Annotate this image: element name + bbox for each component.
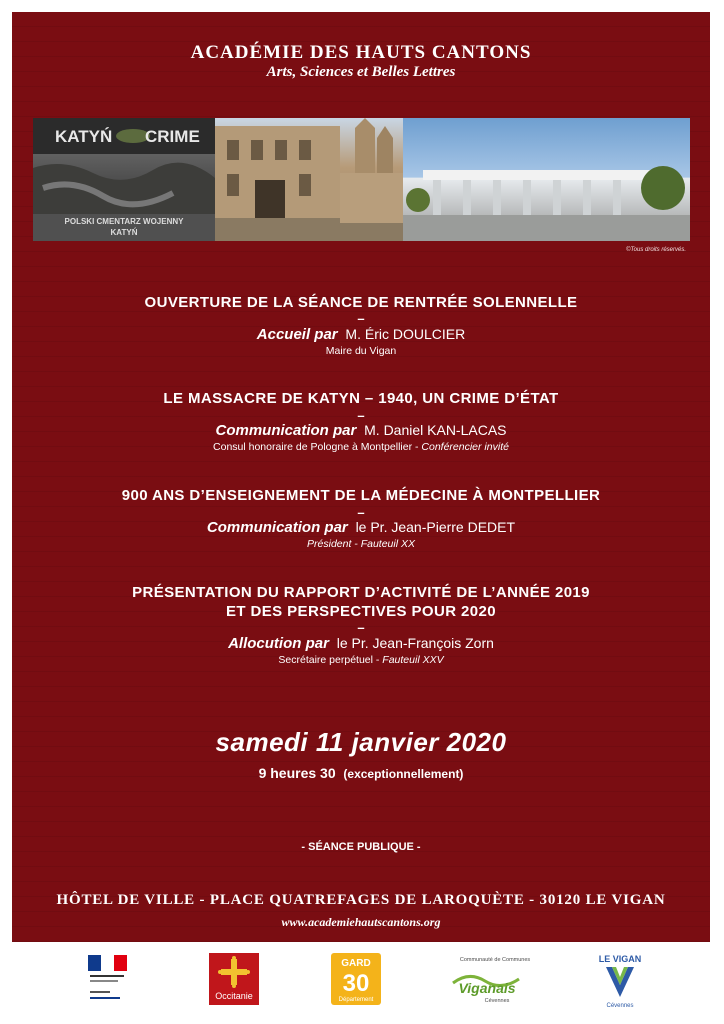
cc-top-label: Communauté de Communes — [459, 957, 531, 963]
le-vigan-logo — [598, 953, 642, 1016]
le-vigan-bottom-label: Cévennes — [606, 1003, 634, 1009]
photo-banner — [33, 118, 690, 253]
item4-detail — [12, 654, 710, 666]
faculty-building-illustration — [215, 118, 403, 241]
partner-logos — [0, 945, 724, 1024]
item3-speaker-line — [12, 519, 710, 536]
photo-credit: ©Tous droits réservés. — [626, 247, 686, 253]
modern-building-illustration — [403, 118, 690, 241]
event-date: samedi 11 janvier 2020 — [215, 727, 507, 757]
le-vigan-icon — [598, 953, 642, 1011]
republique-francaise-logo — [88, 953, 128, 1010]
occitanie-label: Occitanie — [215, 991, 253, 1001]
item4-detail-text: Secrétaire perpétuel - — [278, 654, 383, 666]
gard-logo — [331, 953, 381, 1010]
cc-name-label: Viganais — [458, 980, 516, 996]
item3-detail-italic: Président - Fauteuil XX — [307, 538, 415, 550]
item1-speaker: M. Éric DOULCIER — [345, 326, 466, 342]
item2-role: Communication par — [215, 422, 357, 439]
item3-speaker: le Pr. Jean-Pierre DEDET — [355, 519, 516, 535]
event-time: 9 heures 30 — [258, 765, 336, 781]
item2-detail-text: Consul honoraire de Pologne à Montpellier - — [213, 441, 422, 453]
item4-speaker-line — [12, 635, 710, 652]
item4-dash: – — [357, 620, 365, 635]
item4-title: PRÉSENTATION DU RAPPORT D’ACTIVITÉ DE L’ANNÉE 2019 — [132, 584, 590, 601]
item3-title: 900 ANS D’ENSEIGNEMENT DE LA MÉDECINE À MONTPELLIER — [121, 487, 601, 504]
gard-bottom-label: Département — [338, 997, 374, 1003]
item2-detail-italic: Conférencier invité — [421, 441, 509, 453]
montpellier-medicine-photo — [215, 118, 403, 241]
item1-detail — [12, 345, 710, 357]
item4-speaker: le Pr. Jean-François Zorn — [336, 635, 494, 651]
katyn-sign-right: CRIME — [145, 127, 200, 146]
katyn-photo — [33, 118, 215, 241]
item1-role: Accueil par — [256, 326, 338, 343]
item3-dash: – — [357, 505, 365, 520]
event-time-note: (exceptionnellement) — [343, 767, 464, 781]
item1-dash: – — [357, 311, 365, 326]
item3-detail — [12, 538, 710, 550]
item2-detail — [12, 441, 710, 453]
item2-speaker-line — [12, 422, 710, 439]
le-vigan-label: LE VIGAN — [598, 954, 642, 964]
katyn-banner-line2: KATYŃ — [110, 228, 138, 237]
item1-speaker-line — [12, 326, 710, 343]
item1-detail-text: Maire du Vigan — [325, 345, 397, 357]
academy-title: ACADÉMIE DES HAUTS CANTONS — [190, 42, 532, 63]
occitan-cross-icon — [209, 953, 259, 1005]
item4-title-line2: ET DES PERSPECTIVES POUR 2020 — [225, 603, 497, 620]
viganais-icon — [449, 953, 531, 1005]
katyn-sign-left: KATYŃ — [55, 127, 113, 146]
item3-role: Communication par — [206, 519, 348, 536]
academy-subtitle: Arts, Sciences et Belles Lettres — [266, 64, 456, 80]
cc-bottom-label: Cévennes — [484, 998, 510, 1004]
item4-role: Allocution par — [228, 635, 329, 652]
event-time-line — [12, 765, 710, 781]
katyn-illustration — [33, 118, 215, 241]
gard-badge-icon — [331, 953, 381, 1005]
item4-detail-italic: Fauteuil XXV — [382, 654, 444, 666]
item1-title: OUVERTURE DE LA SÉANCE DE RENTRÉE SOLENNELLE — [144, 294, 578, 311]
venue-address: HÔTEL DE VILLE - PLACE QUATREFAGES DE LAROQUÈTE - 30120 LE VIGAN — [56, 892, 666, 908]
poster-background — [12, 12, 710, 942]
gard-number: 30 — [342, 970, 370, 997]
marianne-icon — [88, 953, 128, 1005]
item2-title: LE MASSACRE DE KATYN – 1940, UN CRIME D’ÉTAT — [163, 390, 559, 407]
occitanie-logo — [209, 953, 259, 1010]
katyn-banner-line1: POLSKI CMENTARZ WOJENNY — [64, 217, 184, 226]
public-session-label: - SÉANCE PUBLIQUE - — [301, 841, 421, 853]
website-link[interactable]: www.academiehautscantons.org — [281, 915, 441, 929]
gard-top-label: GARD — [341, 958, 371, 969]
modern-building-photo — [403, 118, 690, 241]
communaute-communes-logo — [449, 953, 531, 1010]
item2-dash: – — [357, 408, 365, 423]
item2-speaker: M. Daniel KAN-LACAS — [364, 422, 507, 438]
